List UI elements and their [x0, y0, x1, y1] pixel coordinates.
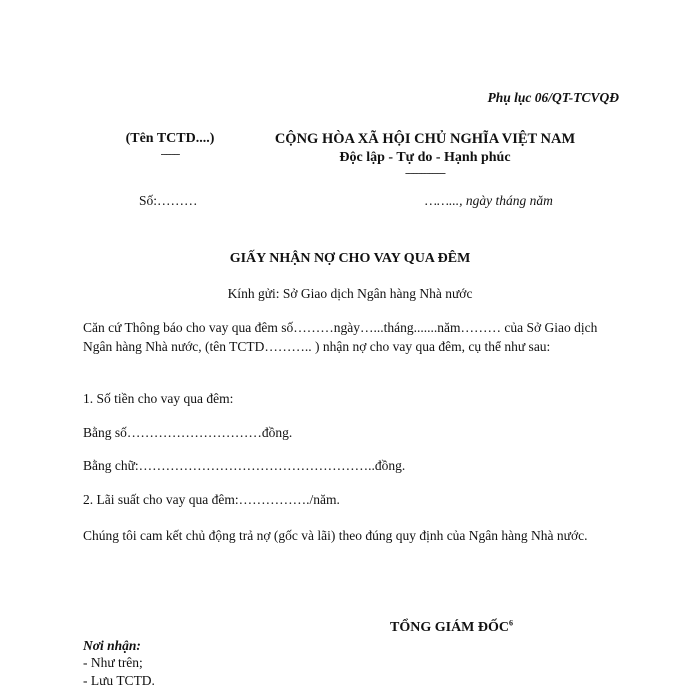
recipients-heading: Nơi nhận: [83, 638, 141, 653]
org-name: (Tên TCTD....) [125, 131, 215, 146]
document-title: GIẤY NHẬN NỢ CHO VAY QUA ĐÊM [229, 251, 471, 266]
document-date: ……..., ngày tháng năm [425, 193, 553, 208]
amount-in-words: Bằng chữ:……………………………………………..đồng. [83, 458, 406, 473]
recipient-item: - Như trên; [83, 655, 143, 670]
national-motto: Độc lập - Tự do - Hạnh phúc [339, 150, 511, 165]
document-number: Số:……… [139, 193, 198, 208]
signer-title: TỔNG GIÁM ĐỐC [390, 620, 509, 635]
intro-paragraph: Căn cứ Thông báo cho vay qua đêm số………ngày…...tháng.......năm……… của Sở Giao dịch Ngân hàng Nhà nước, (tên TCTD……….. ) nhận nợ cho vay qua đêm, cụ thể như sau: [83, 320, 598, 354]
addressee: Kính gửi: Sở Giao dịch Ngân hàng Nhà nước [227, 286, 473, 301]
item-interest-rate: 2. Lãi suất cho vay qua đêm:……………./năm. [83, 492, 340, 507]
national-title: CỘNG HÒA XÃ HỘI CHỦ NGHĨA VIỆT NAM [274, 131, 576, 147]
org-divider: ------- [160, 148, 180, 160]
amount-in-numbers: Bằng số…………………………đồng. [83, 425, 293, 440]
commitment-paragraph: Chúng tôi cam kết chủ động trả nợ (gốc và lãi) theo đúng quy định của Ngân hàng Nhà nước. [83, 528, 588, 543]
national-divider: --------------- [405, 167, 445, 179]
item-loan-amount: 1. Số tiền cho vay qua đêm: [83, 391, 234, 406]
recipient-item: - Lưu TCTD. [83, 673, 155, 688]
appendix-label: Phụ lục 06/QT-TCVQĐ [487, 90, 619, 105]
signer-footnote: 6 [509, 618, 513, 628]
signer-block [390, 620, 513, 636]
